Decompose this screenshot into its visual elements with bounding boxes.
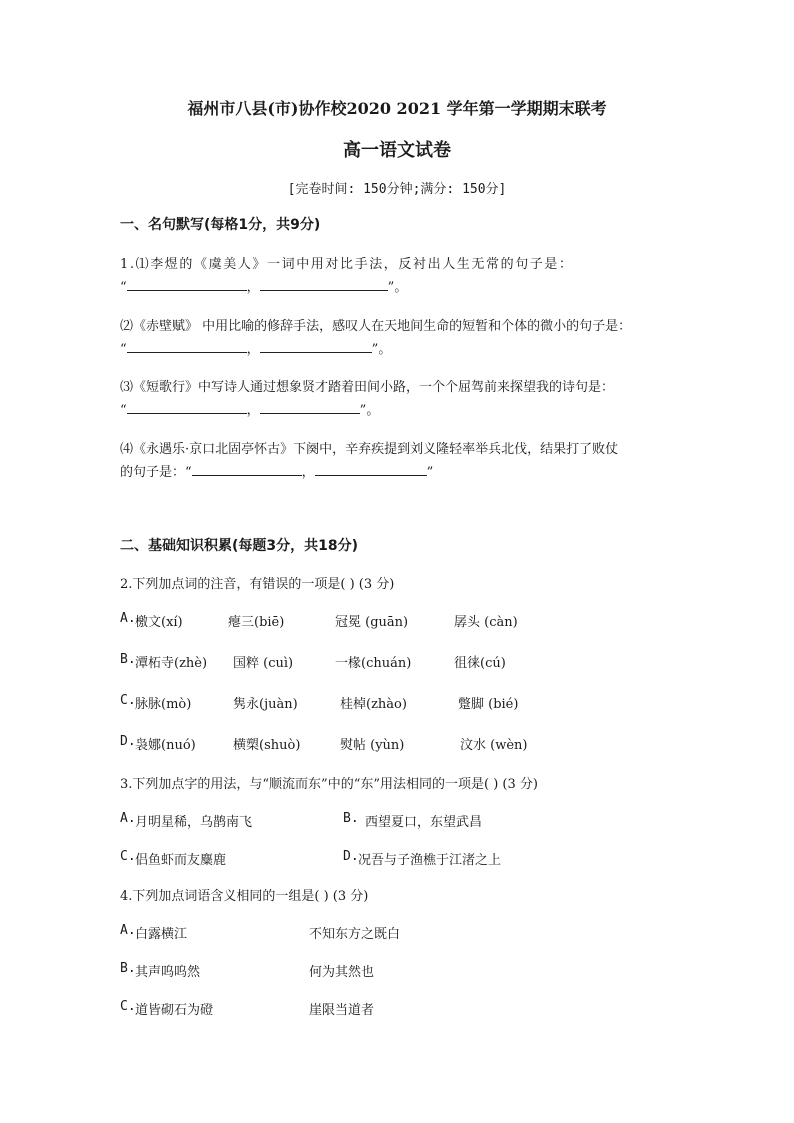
exam-title: 福州市八县(市)协作校2020 2021 学年第一学期期末联考: [187, 99, 607, 118]
q1c-text: ⑶《短歌行》中写诗人通过想象贤才踏着田间小路，一个个屈驾前来探望我的诗句是：: [120, 380, 615, 395]
answer-blank[interactable]: [315, 462, 427, 476]
q1c-answer-line: “ ， ”。: [120, 399, 379, 418]
answer-blank[interactable]: [127, 339, 247, 353]
q1b-answer-line: “ ， ”。: [120, 338, 391, 357]
exam-subtitle: 高一语文试卷: [343, 140, 451, 161]
q1b-text: ⑵《赤壁赋》 中用比喻的修辞手法，感叹人在天地间生命的短暂和个体的微小的句子是：: [120, 319, 632, 334]
q1d-answer-line: 的句子是：“ ， ”: [120, 461, 433, 480]
q4-stem: 4.下列加点词语含义相同的一组是( ) (3 分): [120, 889, 369, 904]
q1d-text: ⑷《永遇乐·京口北固亭怀古》下阕中，辛弃疾提到刘义隆轻率举兵北伐，结果打了败仗: [120, 442, 619, 457]
answer-blank[interactable]: [260, 277, 388, 291]
section2-heading: 二、基础知识积累(每题3分，共18分): [120, 538, 359, 554]
answer-blank[interactable]: [192, 462, 302, 476]
q3-stem: 3.下列加点字的用法，与“顺流而东”中的“东”用法相同的一项是( ) (3 分): [120, 777, 538, 792]
exam-time-info: [完卷时间: 150分钟;满分: 150分]: [287, 182, 507, 197]
exam-page: 福州市八县(市)协作校2020 2021 学年第一学期期末联考 高一语文试卷 [完卷时间: 150分钟;满分: 150分] 一、名句默写(每格1分，共9分) 1.⑴李煜的《虞美人》一词中用对比手法，反衬出人生无常的句子是： “ ， ”。 ⑵《赤壁赋》 中用比喻的修辞手法，感叹人在天地间生命的短暂和个体的微小的句子是： “ ， ”。 ⑶《短歌行》中写诗人通过想象贤才踏着田间小路，一个个屈驾前来探望我的诗句是： “ ， ”。 ⑷《永遇乐·京口北固亭怀古》下阕中，辛弃疾提到刘义隆轻率举兵北伐，结果打了败仗 的句子是：“ ， ” 二、基础知识积累(每题3分，共18分) 2.下列加点词的注音，有错误的一项是( ) (3 分) A. 檄文(xí) 瘪三(biē) 冠冕 (guān) 孱头 (càn) B. 潭柘寺(zhè) 国粹 (cuì) 一椽(chuán) 徂徕(cú) C. 脉脉(mò) 隽永(juàn) 桂棹(zhào) 蹩脚 (bié) D. 袅娜(nuó) 横槊(shuò) 熨帖 (yùn) 汶水 (wèn) 3.下列加点字的用法，与“顺流而东”中的“东”用法相同的一项是( ) (3 分) A. 月明星稀，乌鹊南飞 B. 西望夏口，东望武昌 C. 侣鱼虾而友麋鹿 D. 况吾与子渔樵于江渚之上 4.下列加点词语含义相同的一组是( ) (3 分) A. 白露横江 不知东方之既白 B. 其声呜呜然 何为其然也 C. 道皆砌石为磴 崖限当道者: [0, 0, 794, 1123]
q1a-answer-line: “ ， ”。: [120, 276, 407, 295]
answer-blank[interactable]: [127, 277, 247, 291]
q1a-text: 1.⑴李煜的《虞美人》一词中用对比手法，反衬出人生无常的句子是：: [120, 257, 574, 272]
answer-blank[interactable]: [260, 400, 360, 414]
answer-blank[interactable]: [260, 339, 372, 353]
q2-stem: 2.下列加点词的注音，有错误的一项是( ) (3 分): [120, 577, 395, 592]
section1-heading: 一、名句默写(每格1分，共9分): [120, 217, 321, 233]
answer-blank[interactable]: [127, 400, 247, 414]
